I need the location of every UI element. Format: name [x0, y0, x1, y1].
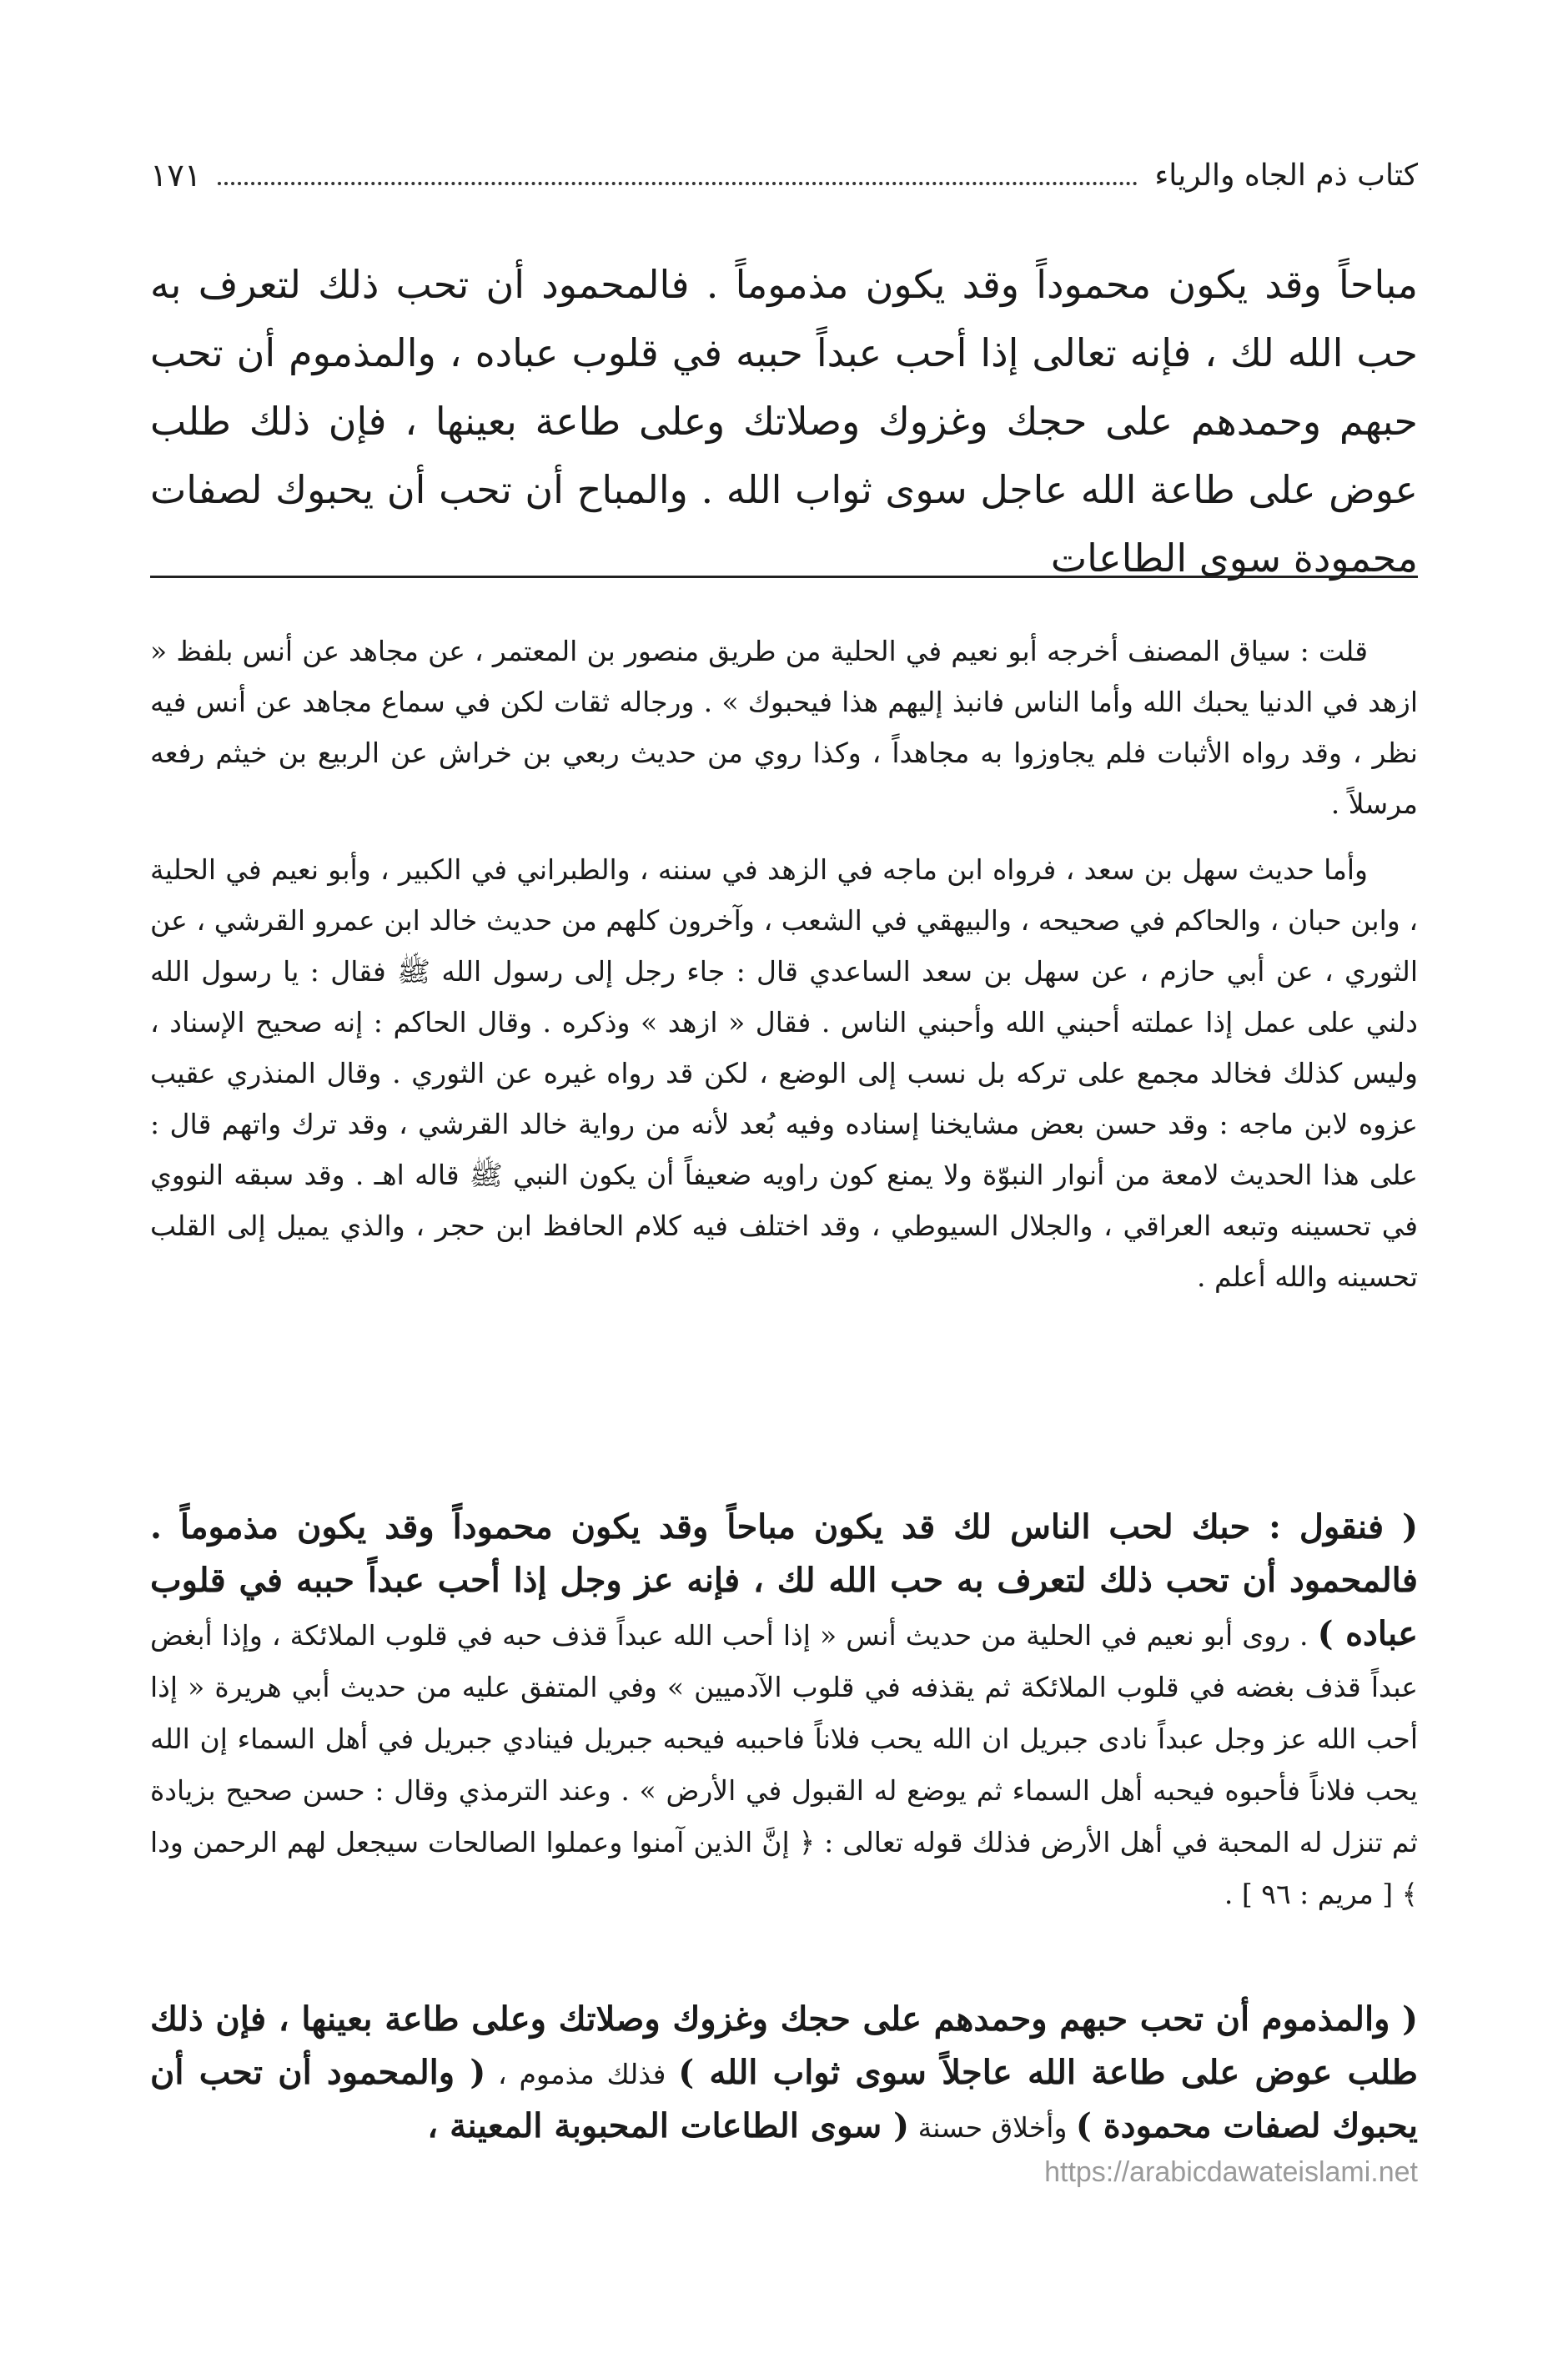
dotted-leader [218, 182, 1138, 185]
book-page [150, 125, 1418, 2344]
matn-text: ( والمذموم أن تحب حبهم وحمدهم على حجك وغزوك وصلاتك وعلى طاعة بعينها ، فإن ذلك طلب عوض على طاعة الله عاجلاً سوى ثواب الله ) [150, 1999, 1419, 2092]
book-title: كتاب ذم الجاه والرياء [1154, 158, 1418, 193]
sharh-text: فذلك مذموم ، [485, 2058, 679, 2090]
footnote-divider [150, 576, 1418, 578]
explanation-paragraph [150, 1501, 1418, 1920]
running-head [150, 150, 1418, 200]
matn-text: ( فنقول : حبك لحب الناس لك قد يكون مباحاً وقد يكون محموداً وقد يكون مذموماً . فالمحمود أن تحب ذلك لتعرف به حب الله لك ، فإنه عز وجل إذا أحب عبداً حببه في قلوب عباده ) [150, 1507, 1418, 1653]
sharh-text: . روى أبو نعيم في الحلية من حديث أنس « إذا أحب الله عبداً قذف حبه في قلوب الملائكة ، وإذا أبغض عبداً قذف بغضه في قلوب الملائكة ثم يقذفه في قلوب الآدميين » وفي المتفق عليه من حديث أبي هريرة « إذا أحب الله عز وجل عبداً نادى جبريل ان الله يحب فلاناً فاحببه فيحبه جبريل فينادي جبريل في أهل السماء إن الله يحب فلاناً فأحبوه فيحبه أهل السماء ثم يوضع له القبول في الأرض » . وعند الترمذي وقال : حسن صحيح بزيادة ثم تنزل له المحبة في أهل الأرض فذلك قوله تعالى : ﴿ إنَّ الذين آمنوا وعملوا الصالحات سيجعل لهم الرحمن ودا ﴾ [ مريم : ٩٦ ] . [150, 1619, 1418, 1910]
commentary-paragraph: وأما حديث سهل بن سعد ، فرواه ابن ماجه في الزهد في سننه ، والطبراني في الكبير ، وأبو نعيم في الحلية ، وابن حبان ، والحاكم في صحيحه ، والبيهقي في الشعب ، وآخرون كلهم من حديث خالد ابن عمرو القرشي ، عن الثوري ، عن أبي حازم ، عن سهل بن سعد الساعدي قال : جاء رجل إلى رسول الله ﷺ فقال : يا رسول الله دلني على عمل إذا عملته أحبني الله وأحبني الناس . فقال « ازهد » وذكره . وقال الحاكم : إنه صحيح الإسناد ، وليس كذلك فخالد مجمع على تركه بل نسب إلى الوضع ، لكن قد رواه غيره عن الثوري . وقال المنذري عقيب عزوه لابن ماجه : وقد حسن بعض مشايخنا إسناده وفيه بُعد لأنه من رواية خالد القرشي ، وقد ترك واتهم قال : على هذا الحديث لامعة من أنوار النبوّة ولا يمنع كون راويه ضعيفاً أن يكون النبي ﷺ قاله اهـ . وقد سبقه النووي في تحسينه وتبعه العراقي ، والجلال السيوطي ، وقد اختلف فيه كلام الحافظ ابن حجر ، والذي يميل إلى القلب تحسينه والله أعلم . [150, 853, 1418, 1293]
explanation-block-1 [150, 1501, 1418, 1920]
commentary-section [150, 626, 1418, 1317]
explanation-paragraph [150, 1994, 1418, 2154]
watermark-url: https://arabicdawateislami.net [1044, 2156, 1418, 2188]
commentary-paragraph: قلت : سياق المصنف أخرجه أبو نعيم في الحلية من طريق منصور بن المعتمر ، عن مجاهد عن أنس بلفظ « ازهد في الدنيا يحبك الله وأما الناس فانبذ إليهم هذا فيحبوك » . ورجاله ثقات لكن في سماع مجاهد عن أنس فيه نظر ، وقد رواه الأثبات فلم يجاوزوا به مجاهداً ، وكذا روي من حديث ربعي بن خراش عن الربيع بن خيثم رفعه مرسلاً . [150, 635, 1418, 820]
sharh-text: وأخلاق حسنة [909, 2111, 1076, 2144]
matn-text: ( سوى الطاعات المحبوبة المعينة ، [427, 2106, 910, 2145]
main-text: مباحاً وقد يكون محموداً وقد يكون مذموماً . فالمحمود أن تحب ذلك لتعرف به حب الله لك ، فإنه تعالى إذا أحب عبداً حببه في قلوب عباده ، والمذموم أن تحب حبهم وحمدهم على حجك وغزوك وصلاتك وعلى طاعة بعينها ، فإن ذلك طلب عوض على طاعة الله عاجل سوى ثواب الله . والمباح أن تحب أن يحبوك لصفات محمودة سوى الطاعات [150, 262, 1418, 581]
explanation-block-2 [150, 1994, 1418, 2154]
page-number: ١٧١ [150, 157, 202, 194]
matn-text: ( والمحمود أن تحب أن يحبوك لصفات محمودة ) [150, 2053, 1418, 2145]
